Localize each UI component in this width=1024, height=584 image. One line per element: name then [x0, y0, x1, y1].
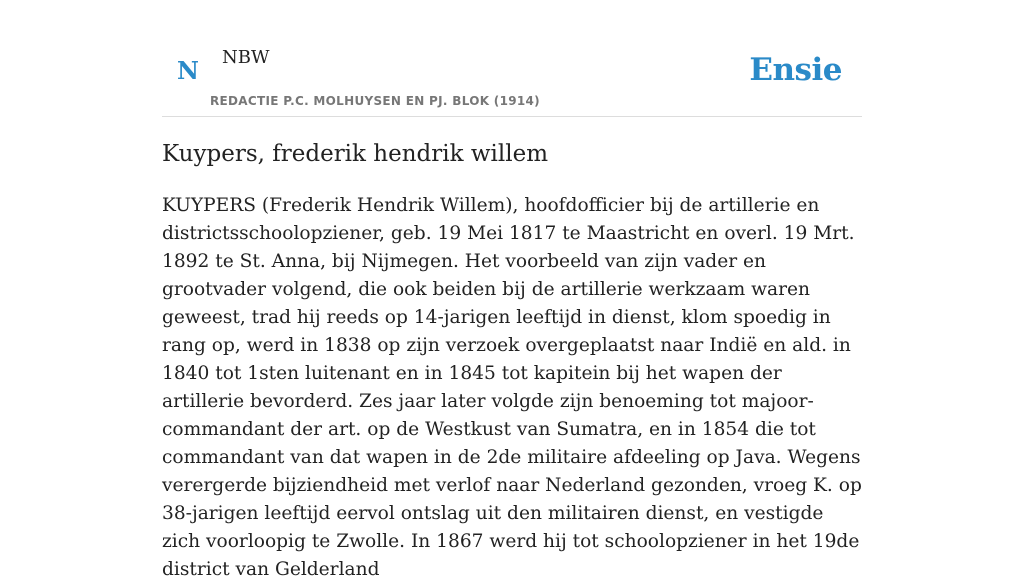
article-page [162, 0, 862, 580]
brand-logo[interactable]: Ensie [749, 52, 842, 88]
article-title: Kuypers, frederik hendrik willem [162, 141, 549, 167]
source-editors: REDACTIE P.C. MOLHUYSEN EN PJ. BLOK (1914) [210, 94, 540, 108]
article-body: KUYPERS (Frederik Hendrik Willem), hoofdofficier bij de artillerie en districtsschoolopziener, geb. 19 Mei 1817 te Maastricht en overl. 19 Mrt. 1892 te St. Anna, bij Nijmegen. Het voorbeeld van zijn vader en grootvader volgend, die ook beiden bij de artillerie werkzaam waren geweest, trad hij reeds op 14-jarigen leeftijd in dienst, klom spoedig in rang op, werd in 1838 op zijn verzoek overgeplaatst naar Indië en ald. in 1840 tot 1sten luitenant en in 1845 tot kapitein bij het wapen der artillerie bevorderd. Zes jaar later volgde zijn benoeming tot majoor-commandant der art. op de Westkust van Sumatra, en in 1854 die tot commandant van dat wapen in de 2de militaire afdeeling op Java. Wegens verergerde bijziendheid met verlof naar Nederland gezonden, vroeg K. op 38-jarigen leeftijd eervol ontslag uit den militairen dienst, en vestigde zich voorloopig te Zwolle. In 1867 werd hij tot schoolopziener in het 19de district van Gelderland [162, 195, 862, 580]
source-logo[interactable]: N [177, 56, 199, 85]
source-name[interactable]: NBW [222, 47, 270, 68]
header [162, 0, 862, 117]
